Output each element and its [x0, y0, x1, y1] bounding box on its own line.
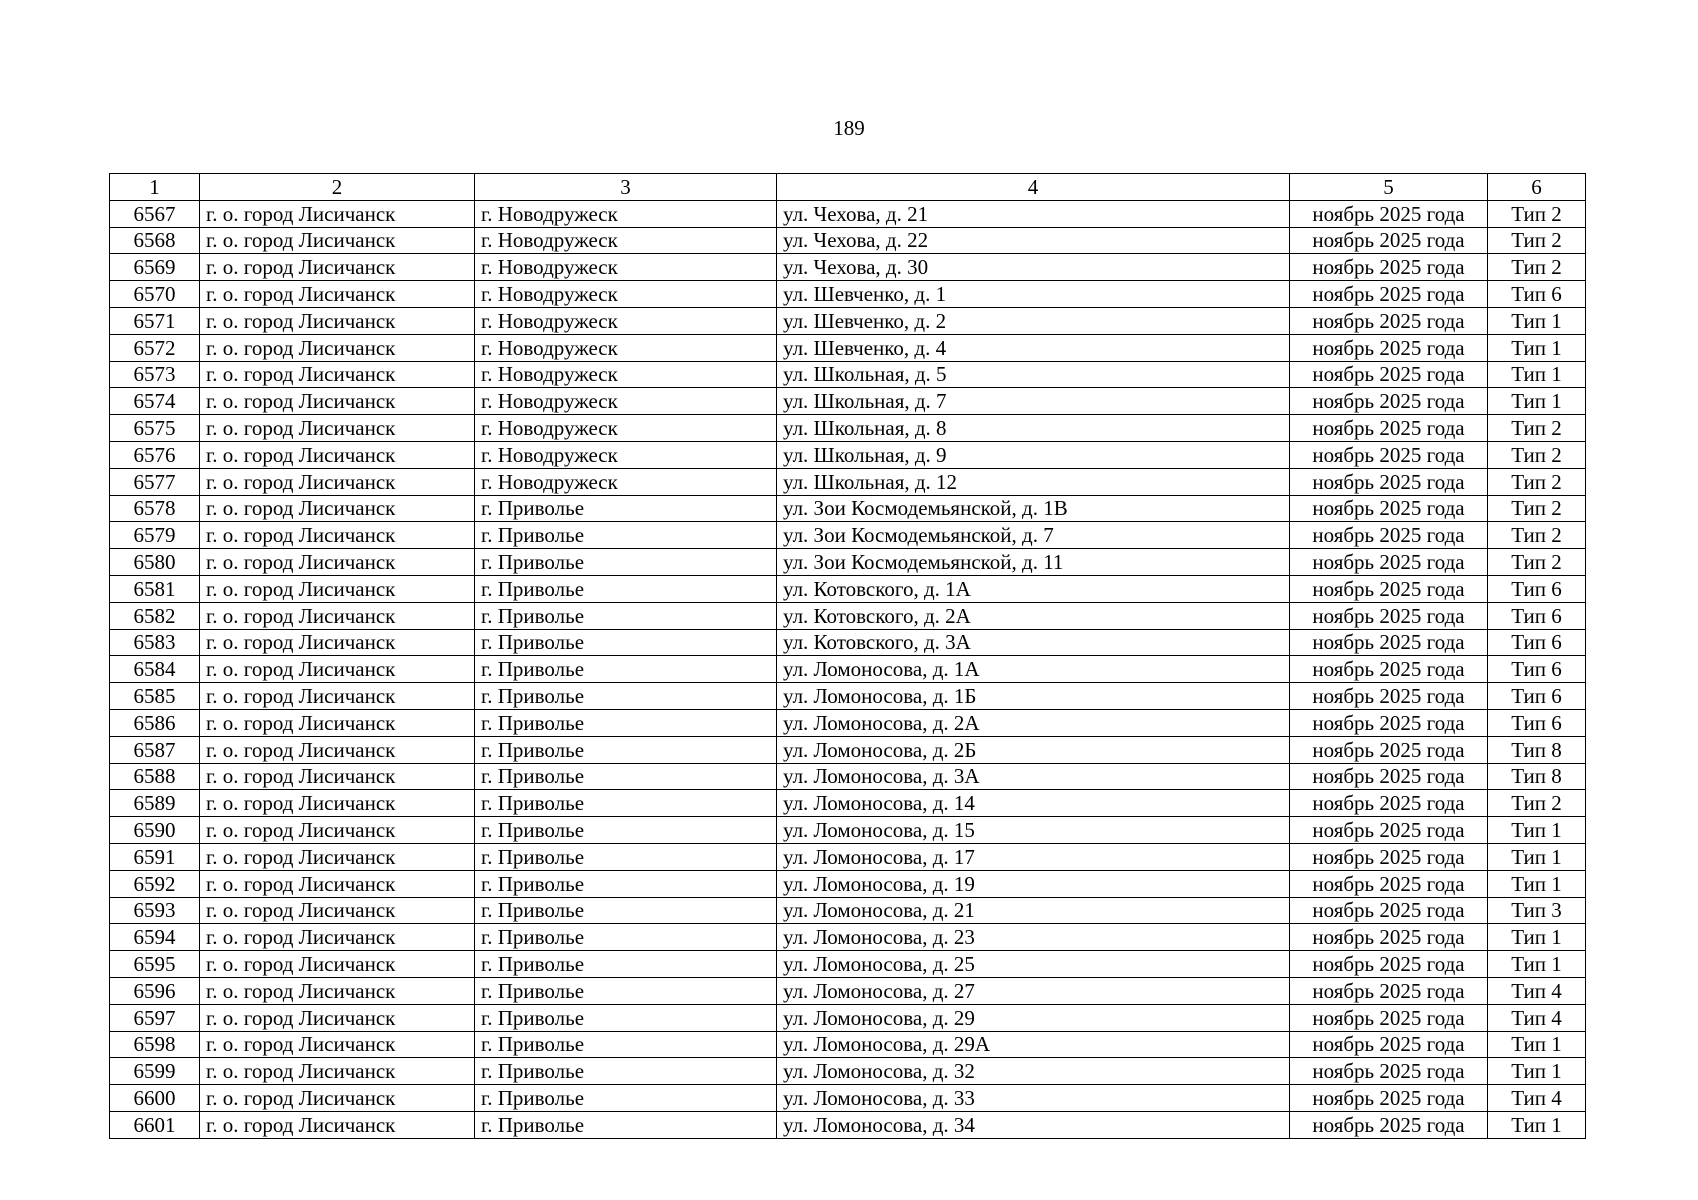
- table-row: [110, 1085, 1586, 1112]
- planned-date-cell: ноябрь 2025 года: [1290, 736, 1488, 763]
- record-number-cell: 6587: [110, 736, 200, 763]
- settlement-cell: г. Новодружеск: [475, 415, 777, 442]
- type-cell: Тип 2: [1488, 415, 1586, 442]
- address-cell: ул. Ломоносова, д. 17: [777, 843, 1290, 870]
- municipality-cell: г. о. город Лисичанск: [200, 736, 475, 763]
- address-cell: ул. Ломоносова, д. 34: [777, 1111, 1290, 1138]
- settlement-cell: г. Новодружеск: [475, 254, 777, 281]
- municipality-cell: г. о. город Лисичанск: [200, 227, 475, 254]
- type-cell: Тип 1: [1488, 1058, 1586, 1085]
- municipality-cell: г. о. город Лисичанск: [200, 1085, 475, 1112]
- address-cell: ул. Ломоносова, д. 25: [777, 951, 1290, 978]
- table-row: [110, 575, 1586, 602]
- municipality-cell: г. о. город Лисичанск: [200, 683, 475, 710]
- table-row: [110, 924, 1586, 951]
- table-row: [110, 1031, 1586, 1058]
- record-number-cell: 6567: [110, 200, 200, 227]
- planned-date-cell: ноябрь 2025 года: [1290, 977, 1488, 1004]
- record-number-cell: 6572: [110, 334, 200, 361]
- table-row: [110, 683, 1586, 710]
- planned-date-cell: ноябрь 2025 года: [1290, 602, 1488, 629]
- municipality-cell: г. о. город Лисичанск: [200, 629, 475, 656]
- type-cell: Тип 4: [1488, 1004, 1586, 1031]
- municipality-cell: г. о. город Лисичанск: [200, 1031, 475, 1058]
- address-cell: ул. Ломоносова, д. 14: [777, 790, 1290, 817]
- municipality-cell: г. о. город Лисичанск: [200, 388, 475, 415]
- record-number-cell: 6597: [110, 1004, 200, 1031]
- municipality-cell: г. о. город Лисичанск: [200, 977, 475, 1004]
- record-number-cell: 6588: [110, 763, 200, 790]
- planned-date-cell: ноябрь 2025 года: [1290, 817, 1488, 844]
- column-number: 2: [200, 174, 475, 201]
- planned-date-cell: ноябрь 2025 года: [1290, 763, 1488, 790]
- type-cell: Тип 6: [1488, 709, 1586, 736]
- municipality-cell: г. о. город Лисичанск: [200, 951, 475, 978]
- settlement-cell: г. Приволье: [475, 709, 777, 736]
- record-number-cell: 6601: [110, 1111, 200, 1138]
- table-row: [110, 227, 1586, 254]
- record-number-cell: 6570: [110, 281, 200, 308]
- settlement-cell: г. Новодружеск: [475, 281, 777, 308]
- planned-date-cell: ноябрь 2025 года: [1290, 522, 1488, 549]
- type-cell: Тип 6: [1488, 683, 1586, 710]
- settlement-cell: г. Приволье: [475, 924, 777, 951]
- address-cell: ул. Шевченко, д. 1: [777, 281, 1290, 308]
- table-row: [110, 415, 1586, 442]
- planned-date-cell: ноябрь 2025 года: [1290, 790, 1488, 817]
- planned-date-cell: ноябрь 2025 года: [1290, 307, 1488, 334]
- table-row: [110, 388, 1586, 415]
- municipality-cell: г. о. город Лисичанск: [200, 1058, 475, 1085]
- table-row: [110, 709, 1586, 736]
- address-cell: ул. Ломоносова, д. 19: [777, 870, 1290, 897]
- table-row: [110, 549, 1586, 576]
- municipality-cell: г. о. город Лисичанск: [200, 924, 475, 951]
- settlement-cell: г. Приволье: [475, 897, 777, 924]
- page-number: 189: [833, 116, 865, 140]
- record-number-cell: 6578: [110, 495, 200, 522]
- column-number-row: [110, 174, 1586, 201]
- table-row: [110, 870, 1586, 897]
- planned-date-cell: ноябрь 2025 года: [1290, 334, 1488, 361]
- table-row: [110, 1111, 1586, 1138]
- municipality-cell: г. о. город Лисичанск: [200, 1004, 475, 1031]
- record-number-cell: 6581: [110, 575, 200, 602]
- settlement-cell: г. Приволье: [475, 656, 777, 683]
- address-cell: ул. Школьная, д. 9: [777, 441, 1290, 468]
- municipality-cell: г. о. город Лисичанск: [200, 549, 475, 576]
- record-number-cell: 6592: [110, 870, 200, 897]
- type-cell: Тип 2: [1488, 227, 1586, 254]
- settlement-cell: г. Новодружеск: [475, 227, 777, 254]
- type-cell: Тип 1: [1488, 307, 1586, 334]
- planned-date-cell: ноябрь 2025 года: [1290, 951, 1488, 978]
- planned-date-cell: ноябрь 2025 года: [1290, 254, 1488, 281]
- address-cell: ул. Шевченко, д. 4: [777, 334, 1290, 361]
- table-row: [110, 495, 1586, 522]
- address-cell: ул. Ломоносова, д. 32: [777, 1058, 1290, 1085]
- column-number: 6: [1488, 174, 1586, 201]
- address-cell: ул. Чехова, д. 21: [777, 200, 1290, 227]
- record-number-cell: 6576: [110, 441, 200, 468]
- planned-date-cell: ноябрь 2025 года: [1290, 1085, 1488, 1112]
- planned-date-cell: ноябрь 2025 года: [1290, 361, 1488, 388]
- planned-date-cell: ноябрь 2025 года: [1290, 227, 1488, 254]
- table-row: [110, 897, 1586, 924]
- municipality-cell: г. о. город Лисичанск: [200, 575, 475, 602]
- address-cell: ул. Шевченко, д. 2: [777, 307, 1290, 334]
- table-row: [110, 817, 1586, 844]
- settlement-cell: г. Приволье: [475, 843, 777, 870]
- settlement-cell: г. Приволье: [475, 575, 777, 602]
- type-cell: Тип 6: [1488, 575, 1586, 602]
- settlement-cell: г. Приволье: [475, 790, 777, 817]
- municipality-cell: г. о. город Лисичанск: [200, 1111, 475, 1138]
- settlement-cell: г. Новодружеск: [475, 361, 777, 388]
- table-row: [110, 254, 1586, 281]
- settlement-cell: г. Новодружеск: [475, 388, 777, 415]
- planned-date-cell: ноябрь 2025 года: [1290, 870, 1488, 897]
- municipality-cell: г. о. город Лисичанск: [200, 441, 475, 468]
- address-cell: ул. Ломоносова, д. 1Б: [777, 683, 1290, 710]
- settlement-cell: г. Приволье: [475, 522, 777, 549]
- address-cell: ул. Чехова, д. 30: [777, 254, 1290, 281]
- table-row: [110, 763, 1586, 790]
- type-cell: Тип 2: [1488, 200, 1586, 227]
- type-cell: Тип 2: [1488, 495, 1586, 522]
- record-number-cell: 6600: [110, 1085, 200, 1112]
- planned-date-cell: ноябрь 2025 года: [1290, 388, 1488, 415]
- record-number-cell: 6596: [110, 977, 200, 1004]
- record-number-cell: 6583: [110, 629, 200, 656]
- settlement-cell: г. Приволье: [475, 495, 777, 522]
- municipality-cell: г. о. город Лисичанск: [200, 790, 475, 817]
- table-row: [110, 1058, 1586, 1085]
- municipality-cell: г. о. город Лисичанск: [200, 602, 475, 629]
- address-cell: ул. Ломоносова, д. 1А: [777, 656, 1290, 683]
- settlement-cell: г. Приволье: [475, 1085, 777, 1112]
- record-number-cell: 6593: [110, 897, 200, 924]
- type-cell: Тип 1: [1488, 334, 1586, 361]
- type-cell: Тип 1: [1488, 951, 1586, 978]
- planned-date-cell: ноябрь 2025 года: [1290, 549, 1488, 576]
- type-cell: Тип 1: [1488, 361, 1586, 388]
- planned-date-cell: ноябрь 2025 года: [1290, 281, 1488, 308]
- record-number-cell: 6580: [110, 549, 200, 576]
- table-row: [110, 656, 1586, 683]
- planned-date-cell: ноябрь 2025 года: [1290, 1111, 1488, 1138]
- type-cell: Тип 6: [1488, 281, 1586, 308]
- settlement-cell: г. Приволье: [475, 629, 777, 656]
- register-table-body: [110, 174, 1586, 1139]
- column-number: 5: [1290, 174, 1488, 201]
- address-cell: ул. Ломоносова, д. 29А: [777, 1031, 1290, 1058]
- settlement-cell: г. Новодружеск: [475, 334, 777, 361]
- type-cell: Тип 6: [1488, 602, 1586, 629]
- record-number-cell: 6584: [110, 656, 200, 683]
- table-row: [110, 200, 1586, 227]
- planned-date-cell: ноябрь 2025 года: [1290, 575, 1488, 602]
- table-row: [110, 361, 1586, 388]
- address-cell: ул. Ломоносова, д. 23: [777, 924, 1290, 951]
- municipality-cell: г. о. город Лисичанск: [200, 334, 475, 361]
- planned-date-cell: ноябрь 2025 года: [1290, 709, 1488, 736]
- settlement-cell: г. Приволье: [475, 549, 777, 576]
- settlement-cell: г. Новодружеск: [475, 200, 777, 227]
- column-number: 3: [475, 174, 777, 201]
- type-cell: Тип 8: [1488, 763, 1586, 790]
- address-cell: ул. Ломоносова, д. 2Б: [777, 736, 1290, 763]
- municipality-cell: г. о. город Лисичанск: [200, 522, 475, 549]
- planned-date-cell: ноябрь 2025 года: [1290, 683, 1488, 710]
- municipality-cell: г. о. город Лисичанск: [200, 870, 475, 897]
- settlement-cell: г. Новодружеск: [475, 307, 777, 334]
- settlement-cell: г. Приволье: [475, 951, 777, 978]
- settlement-cell: г. Приволье: [475, 1031, 777, 1058]
- table-row: [110, 334, 1586, 361]
- type-cell: Тип 1: [1488, 1031, 1586, 1058]
- record-number-cell: 6574: [110, 388, 200, 415]
- record-number-cell: 6573: [110, 361, 200, 388]
- type-cell: Тип 2: [1488, 522, 1586, 549]
- type-cell: Тип 1: [1488, 388, 1586, 415]
- table-row: [110, 629, 1586, 656]
- table-row: [110, 951, 1586, 978]
- table-row: [110, 468, 1586, 495]
- record-number-cell: 6575: [110, 415, 200, 442]
- address-cell: ул. Зои Космодемьянской, д. 7: [777, 522, 1290, 549]
- table-row: [110, 790, 1586, 817]
- planned-date-cell: ноябрь 2025 года: [1290, 1058, 1488, 1085]
- type-cell: Тип 2: [1488, 549, 1586, 576]
- municipality-cell: г. о. город Лисичанск: [200, 495, 475, 522]
- type-cell: Тип 2: [1488, 790, 1586, 817]
- municipality-cell: г. о. город Лисичанск: [200, 281, 475, 308]
- address-cell: ул. Зои Космодемьянской, д. 11: [777, 549, 1290, 576]
- address-cell: ул. Чехова, д. 22: [777, 227, 1290, 254]
- address-cell: ул. Зои Космодемьянской, д. 1В: [777, 495, 1290, 522]
- municipality-cell: г. о. город Лисичанск: [200, 415, 475, 442]
- type-cell: Тип 1: [1488, 843, 1586, 870]
- planned-date-cell: ноябрь 2025 года: [1290, 897, 1488, 924]
- planned-date-cell: ноябрь 2025 года: [1290, 200, 1488, 227]
- record-number-cell: 6599: [110, 1058, 200, 1085]
- table-row: [110, 281, 1586, 308]
- table-row: [110, 307, 1586, 334]
- planned-date-cell: ноябрь 2025 года: [1290, 1004, 1488, 1031]
- record-number-cell: 6591: [110, 843, 200, 870]
- record-number-cell: 6582: [110, 602, 200, 629]
- planned-date-cell: ноябрь 2025 года: [1290, 495, 1488, 522]
- municipality-cell: г. о. город Лисичанск: [200, 307, 475, 334]
- address-cell: ул. Котовского, д. 1А: [777, 575, 1290, 602]
- municipality-cell: г. о. город Лисичанск: [200, 254, 475, 281]
- planned-date-cell: ноябрь 2025 года: [1290, 441, 1488, 468]
- record-number-cell: 6590: [110, 817, 200, 844]
- address-cell: ул. Котовского, д. 3А: [777, 629, 1290, 656]
- address-cell: ул. Школьная, д. 8: [777, 415, 1290, 442]
- column-number: 1: [110, 174, 200, 201]
- settlement-cell: г. Приволье: [475, 763, 777, 790]
- type-cell: Тип 1: [1488, 870, 1586, 897]
- type-cell: Тип 1: [1488, 1111, 1586, 1138]
- record-number-cell: 6585: [110, 683, 200, 710]
- planned-date-cell: ноябрь 2025 года: [1290, 1031, 1488, 1058]
- municipality-cell: г. о. город Лисичанск: [200, 843, 475, 870]
- settlement-cell: г. Приволье: [475, 817, 777, 844]
- settlement-cell: г. Приволье: [475, 1111, 777, 1138]
- table-row: [110, 602, 1586, 629]
- type-cell: Тип 1: [1488, 924, 1586, 951]
- type-cell: Тип 1: [1488, 817, 1586, 844]
- address-cell: ул. Ломоносова, д. 3А: [777, 763, 1290, 790]
- table-row: [110, 843, 1586, 870]
- address-cell: ул. Школьная, д. 5: [777, 361, 1290, 388]
- record-number-cell: 6586: [110, 709, 200, 736]
- municipality-cell: г. о. город Лисичанск: [200, 468, 475, 495]
- record-number-cell: 6595: [110, 951, 200, 978]
- record-number-cell: 6589: [110, 790, 200, 817]
- record-number-cell: 6577: [110, 468, 200, 495]
- type-cell: Тип 4: [1488, 977, 1586, 1004]
- planned-date-cell: ноябрь 2025 года: [1290, 629, 1488, 656]
- register-table: [109, 173, 1586, 1139]
- column-number: 4: [777, 174, 1290, 201]
- type-cell: Тип 8: [1488, 736, 1586, 763]
- settlement-cell: г. Приволье: [475, 977, 777, 1004]
- address-cell: ул. Школьная, д. 12: [777, 468, 1290, 495]
- address-cell: ул. Ломоносова, д. 29: [777, 1004, 1290, 1031]
- planned-date-cell: ноябрь 2025 года: [1290, 843, 1488, 870]
- type-cell: Тип 3: [1488, 897, 1586, 924]
- planned-date-cell: ноябрь 2025 года: [1290, 468, 1488, 495]
- settlement-cell: г. Новодружеск: [475, 441, 777, 468]
- municipality-cell: г. о. город Лисичанск: [200, 656, 475, 683]
- type-cell: Тип 2: [1488, 441, 1586, 468]
- municipality-cell: г. о. город Лисичанск: [200, 200, 475, 227]
- table-row: [110, 441, 1586, 468]
- planned-date-cell: ноябрь 2025 года: [1290, 415, 1488, 442]
- municipality-cell: г. о. город Лисичанск: [200, 763, 475, 790]
- settlement-cell: г. Приволье: [475, 870, 777, 897]
- address-cell: ул. Ломоносова, д. 27: [777, 977, 1290, 1004]
- record-number-cell: 6571: [110, 307, 200, 334]
- record-number-cell: 6598: [110, 1031, 200, 1058]
- municipality-cell: г. о. город Лисичанск: [200, 709, 475, 736]
- table-row: [110, 977, 1586, 1004]
- address-cell: ул. Ломоносова, д. 21: [777, 897, 1290, 924]
- type-cell: Тип 6: [1488, 629, 1586, 656]
- type-cell: Тип 4: [1488, 1085, 1586, 1112]
- settlement-cell: г. Приволье: [475, 736, 777, 763]
- record-number-cell: 6594: [110, 924, 200, 951]
- type-cell: Тип 2: [1488, 254, 1586, 281]
- settlement-cell: г. Приволье: [475, 1058, 777, 1085]
- address-cell: ул. Школьная, д. 7: [777, 388, 1290, 415]
- settlement-cell: г. Приволье: [475, 602, 777, 629]
- type-cell: Тип 6: [1488, 656, 1586, 683]
- settlement-cell: г. Приволье: [475, 1004, 777, 1031]
- table-row: [110, 1004, 1586, 1031]
- planned-date-cell: ноябрь 2025 года: [1290, 924, 1488, 951]
- settlement-cell: г. Приволье: [475, 683, 777, 710]
- settlement-cell: г. Новодружеск: [475, 468, 777, 495]
- planned-date-cell: ноябрь 2025 года: [1290, 656, 1488, 683]
- municipality-cell: г. о. город Лисичанск: [200, 361, 475, 388]
- address-cell: ул. Ломоносова, д. 15: [777, 817, 1290, 844]
- table-row: [110, 522, 1586, 549]
- record-number-cell: 6579: [110, 522, 200, 549]
- municipality-cell: г. о. город Лисичанск: [200, 897, 475, 924]
- address-cell: ул. Котовского, д. 2А: [777, 602, 1290, 629]
- municipality-cell: г. о. город Лисичанск: [200, 817, 475, 844]
- record-number-cell: 6568: [110, 227, 200, 254]
- record-number-cell: 6569: [110, 254, 200, 281]
- type-cell: Тип 2: [1488, 468, 1586, 495]
- address-cell: ул. Ломоносова, д. 2А: [777, 709, 1290, 736]
- address-cell: ул. Ломоносова, д. 33: [777, 1085, 1290, 1112]
- table-row: [110, 736, 1586, 763]
